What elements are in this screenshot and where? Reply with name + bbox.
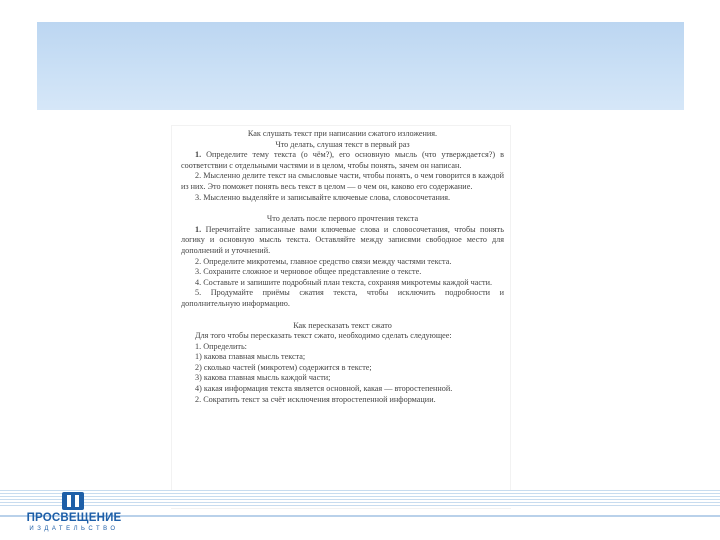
header-banner [37,22,684,110]
list-item: 1. Определите тему текста (о чём?), его основную мысль (что утверждается?) в соответствии с отдельными частями и в целом, чтобы понять, зачем он написан. [181,150,504,170]
intro-paragraph: Для того чтобы пересказать текст сжато, необходимо сделать следующее: [195,331,452,341]
publisher-logo [18,492,130,534]
list-item: 5. Продумайте приёмы сжатия текста, чтобы исключить подробности и дополнительную информацию. [181,288,504,308]
list-item: 2) сколько частей (микротем) содержится в тексте; [195,362,372,372]
logo-icon [62,492,84,510]
list-item: 1. Определить: [195,341,247,351]
logo-subtitle: ИЗДАТЕЛЬСТВО [29,526,119,532]
list-item: 4. Составьте и запишите подробный план текста, сохраняя микротемы каждой части. [195,277,493,287]
section-heading-retell: Как пересказать текст сжато [293,320,392,330]
list-item: 2. Определите микротемы, главное средство связи между частями текста. [195,256,452,266]
list-item: 1. Перечитайте записанные вами ключевые слова и словосочетания, чтобы понять логику и основную мысль текста. Оставляйте между записями свободное место для дополнений и уточнений. [181,224,504,255]
list-item: 2. Мысленно делите текст на смысловые части, чтобы понять, о чем говорится в каждой из них. Это поможет понять весь текст в целом — о чем он, каково его содержание. [181,171,505,191]
list-item: 1) какова главная мысль текста; [195,352,306,362]
document-title: Как слушать текст при написании сжатого изложения. [247,129,438,138]
section-heading-first-listen: Что делать, слушая текст в первый раз [275,139,410,149]
list-item: 3. Сохраните сложное и черновое общее представление о тексте. [195,267,422,277]
list-item: 3. Мысленно выделяйте и записывайте ключевые слова, словосочетания. [195,192,451,202]
list-item: 2. Сократить текст за счёт исключения второстепенной информации. [195,394,436,404]
logo-name: ПРОСВЕЩЕНИЕ [26,512,122,524]
section-heading-after-reading: Что делать после первого прочтения текста [266,214,419,224]
list-item: 3) какова главная мысль каждой части; [195,373,331,383]
list-item: 4) какая информация текста является основной, какая — второстепенной. [195,384,453,394]
document-page [172,126,510,508]
